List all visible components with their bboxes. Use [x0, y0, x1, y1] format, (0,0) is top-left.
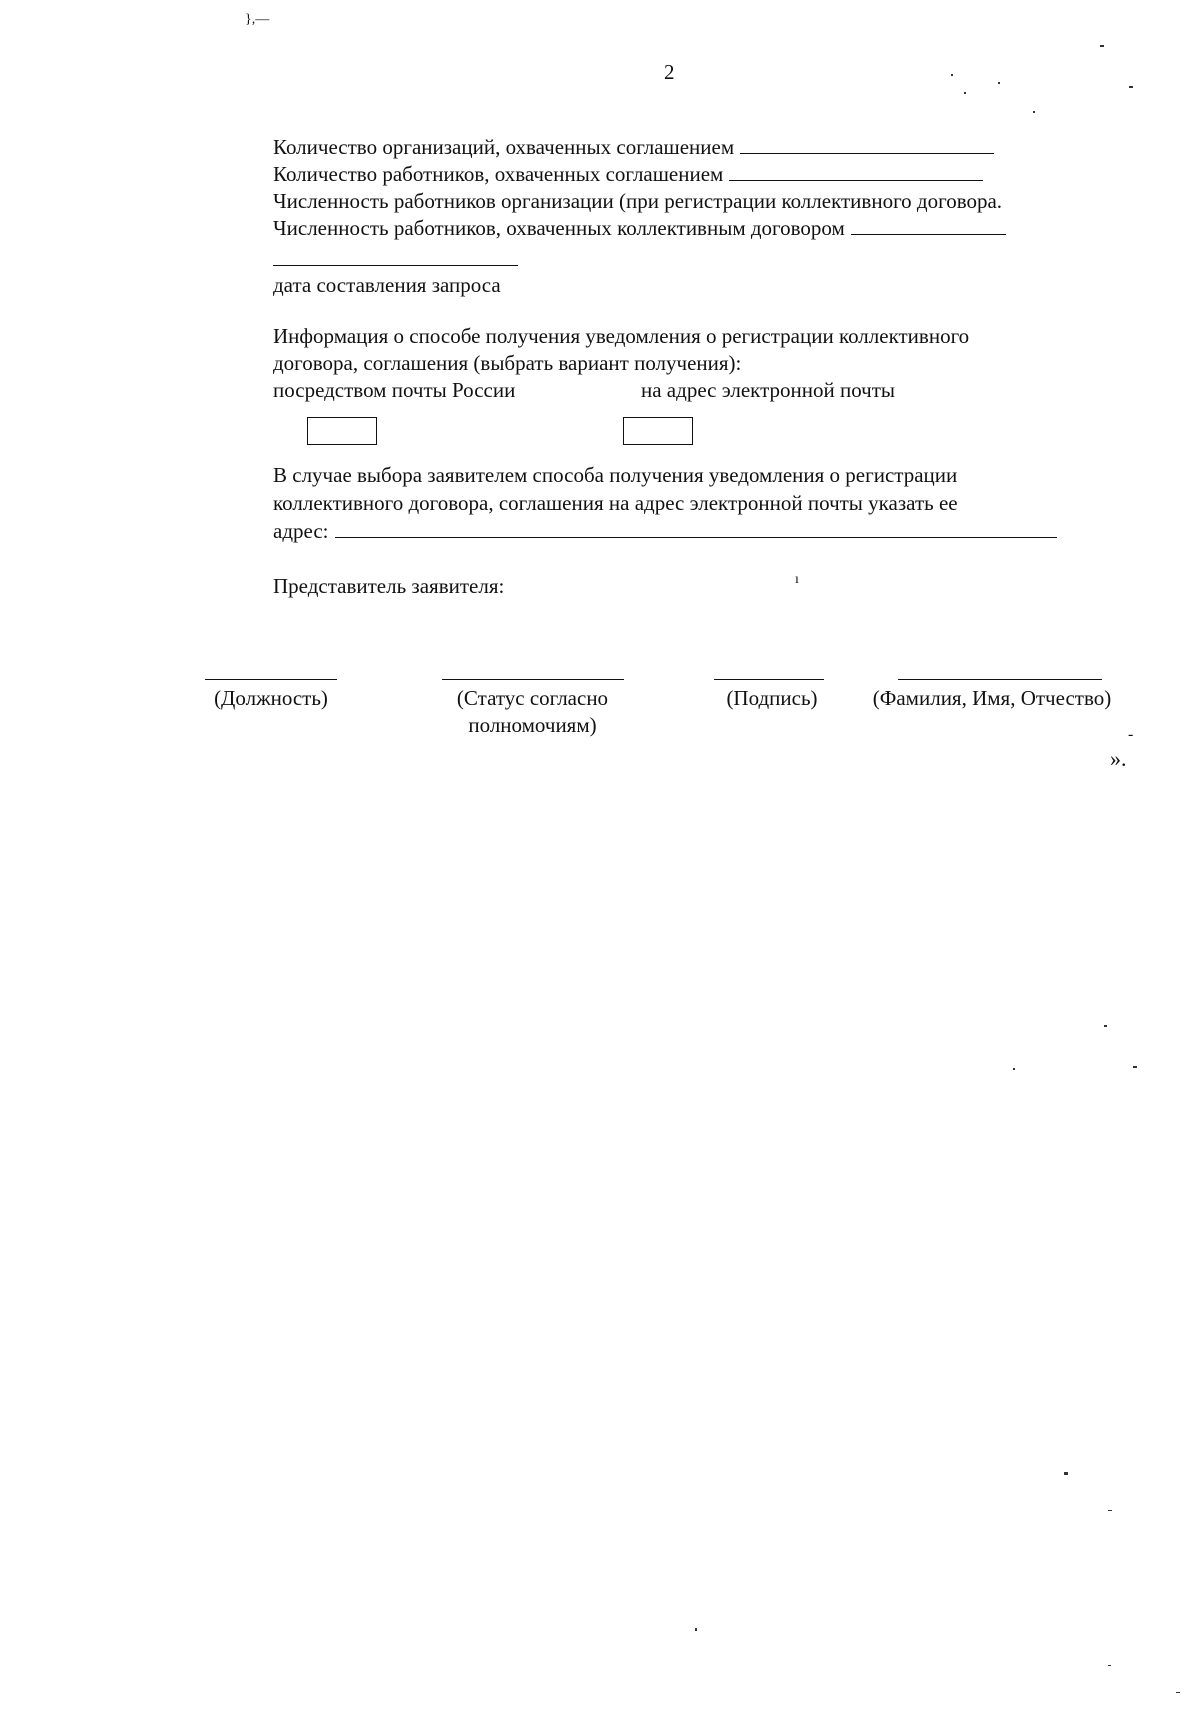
request-date-field[interactable]	[273, 265, 518, 266]
signature-label: (Подпись)	[726, 686, 818, 710]
org-staff-label: Численность работников организации (при регистрации коллективного договора	[273, 189, 997, 213]
email-block-line1: В случае выбора заявителем способа получения уведомления о регистрации	[273, 463, 958, 487]
workers-count-field[interactable]	[729, 162, 983, 181]
workers-count-row	[273, 161, 983, 187]
organizations-count-label: Количество организаций, охваченных соглашением	[273, 135, 735, 159]
scan-speck	[1033, 111, 1035, 113]
covered-workers-field[interactable]	[851, 216, 1006, 235]
full-name-field[interactable]	[898, 679, 1102, 680]
email-address-label: адрес:	[273, 519, 329, 543]
scan-speck	[1176, 1692, 1180, 1693]
representative-label: Представитель заявителя:	[273, 574, 505, 598]
covered-workers-label: Численность работников, охваченных коллективным договором	[273, 216, 845, 240]
email-address-field[interactable]	[335, 519, 1057, 538]
notification-text-line1: Информация о способе получения уведомления о регистрации коллективного	[273, 324, 970, 348]
org-staff-row	[273, 188, 1002, 214]
signature-field[interactable]	[714, 679, 824, 680]
scan-speck	[1100, 45, 1104, 47]
email-block-line2: коллективного договора, соглашения на адрес электронной почты указать ее	[273, 491, 958, 515]
organizations-count-field[interactable]	[740, 135, 994, 154]
position-label: (Должность)	[214, 686, 328, 710]
stray-mark: ı	[795, 572, 799, 587]
covered-workers-row	[273, 215, 1006, 241]
request-date-caption: дата составления запроса	[273, 273, 501, 297]
scan-speck	[695, 1628, 697, 1631]
email-option-checkbox[interactable]	[623, 417, 693, 445]
notification-text-line2: договора, соглашения (выбрать вариант получения):	[273, 351, 742, 375]
post-option-checkbox[interactable]	[307, 417, 377, 445]
status-label-line1: (Статус согласно	[456, 686, 609, 710]
scan-speck	[1108, 1510, 1112, 1511]
workers-count-label: Количество работников, охваченных соглашением	[273, 162, 724, 186]
scan-speck	[1013, 1068, 1015, 1070]
scan-speck	[1108, 1665, 1111, 1666]
email-address-row	[273, 518, 1057, 544]
page-number: 2	[664, 60, 675, 84]
scan-speck	[1104, 1025, 1107, 1027]
option-post-label: посредством почты России	[273, 378, 516, 402]
closing-quote: ».	[1110, 746, 1127, 771]
closing-dash: -	[1128, 726, 1134, 743]
scan-speck	[964, 92, 966, 94]
scan-speck	[1133, 1066, 1137, 1068]
status-field[interactable]	[442, 679, 624, 680]
scan-speck	[1129, 86, 1133, 88]
organizations-count-row	[273, 134, 994, 160]
scan-speck	[998, 82, 1000, 84]
scan-speck	[1064, 1472, 1068, 1475]
scan-speck	[951, 74, 953, 76]
option-email-label: на адрес электронной почты	[641, 378, 896, 402]
full-name-label: (Фамилия, Имя, Отчество)	[872, 686, 1112, 710]
status-label-line2: полномочиям)	[468, 713, 597, 737]
scan-mark: },—	[245, 12, 270, 27]
org-staff-end: .	[996, 189, 1003, 213]
position-field[interactable]	[205, 679, 337, 680]
